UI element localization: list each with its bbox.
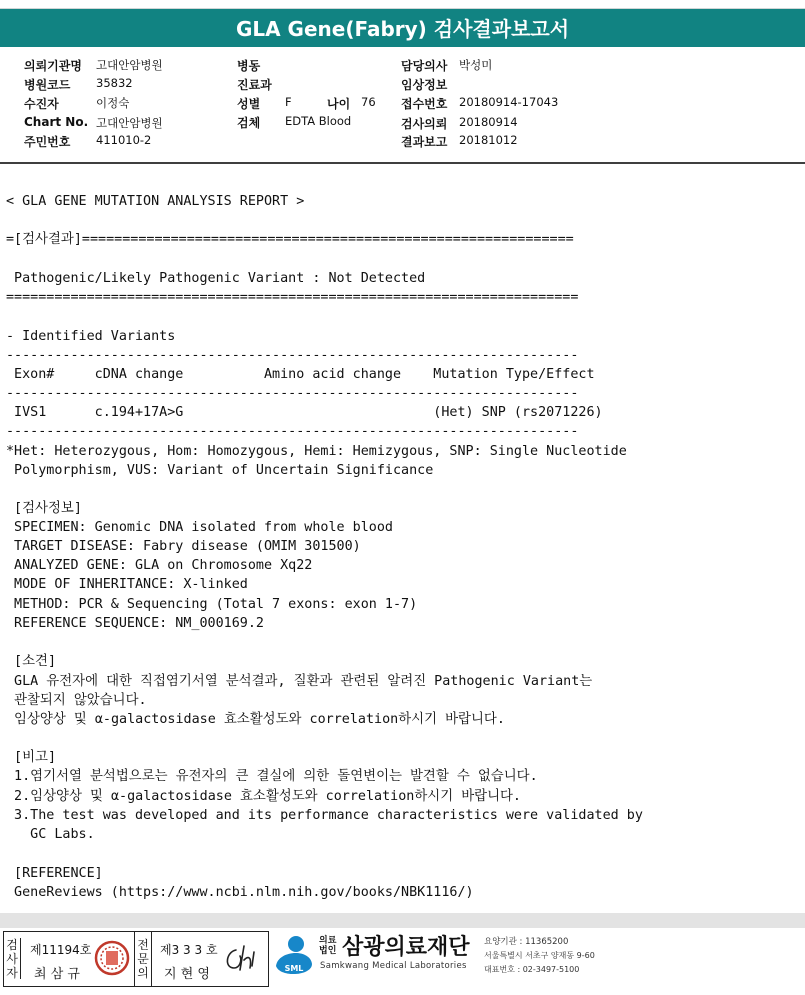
tester-name: 최 삼 규 <box>34 967 80 982</box>
note-line-1: 1.염기서열 분석법으로는 유전자의 큰 결실에 의한 돌연변이는 발견할 수 없습니다. <box>6 769 538 784</box>
summary-divider: ======================================================================= <box>6 290 579 305</box>
opinion-line-3: 임상양상 및 α-galactosidase 효소활성도와 correlation하시기 바랍니다. <box>6 712 505 727</box>
ward-label: 병동 <box>237 59 261 73</box>
footer-separator <box>0 913 805 928</box>
abbreviation-line-2: Polymorphism, VUS: Variant of Uncertain Significance <box>6 463 434 478</box>
org-english-name: Samkwang Medical Laboratories <box>320 961 467 971</box>
signature-footer <box>0 928 805 995</box>
result-summary: Pathogenic/Likely Pathogenic Variant : Not Detected <box>6 271 426 286</box>
report-title-bar <box>0 9 805 47</box>
physician-value: 박성미 <box>459 58 493 72</box>
request-date-label: 검사의뢰 <box>401 117 448 131</box>
requesting-institution-value: 고대안암병원 <box>96 58 163 72</box>
logo-text: SML <box>284 964 304 973</box>
specimen-line: SPECIMEN: Genomic DNA isolated from whole blood <box>6 520 393 535</box>
note-line-3b: GC Labs. <box>6 827 95 842</box>
sml-logo-icon <box>270 932 318 980</box>
reference-line-1: GeneReviews (https://www.ncbi.nlm.nih.gov/books/NBK1116/) <box>6 885 474 900</box>
opinion-heading: [소견] <box>6 654 57 669</box>
patient-name-label: 수진자 <box>24 97 59 111</box>
tester-label: 검사자 <box>4 938 21 979</box>
table-top-divider: ----------------------------------------------------------------------- <box>6 348 579 363</box>
phone-number: 대표번호 : 02-3497-5100 <box>484 965 580 974</box>
report-date-label: 결과보고 <box>401 135 448 149</box>
org-name: 삼광의료재단 <box>342 935 470 960</box>
chart-no-label: Chart No. <box>24 115 89 129</box>
clinical-info-label: 임상정보 <box>401 78 448 92</box>
note-line-2: 2.임상양상 및 α-galactosidase 효소활성도와 correlation하시기 바랍니다. <box>6 789 521 804</box>
requesting-institution-label: 의뢰기관명 <box>24 59 82 73</box>
target-disease-line: TARGET DISEASE: Fabry disease (OMIM 301500) <box>6 539 361 554</box>
chart-no-value: 고대안암병원 <box>96 116 163 130</box>
accession-no-value: 20180914-17043 <box>459 95 559 109</box>
specimen-label: 검체 <box>237 116 261 130</box>
institution-code: 요양기관 : 11365200 <box>484 937 569 947</box>
report-title: GLA Gene(Fabry) 검사결과보고서 <box>235 17 570 41</box>
specimen-value: EDTA Blood <box>285 114 352 128</box>
report-date-value: 20181012 <box>459 133 518 147</box>
identified-variants-heading: - Identified Variants <box>6 329 176 344</box>
report-header: < GLA GENE MUTATION ANALYSIS REPORT > <box>6 194 305 209</box>
top-border <box>0 0 805 9</box>
physician-label: 담당의사 <box>401 59 448 73</box>
request-date-value: 20180914 <box>459 115 518 129</box>
report-body <box>0 180 805 913</box>
specialist-name: 지 현 영 <box>164 967 210 982</box>
resident-no-value: 411010-2 <box>96 133 152 147</box>
sex-label: 성별 <box>237 97 261 111</box>
address: 서울특별시 서초구 양재동 9-60 <box>484 951 595 960</box>
department-label: 진료과 <box>237 78 272 92</box>
patient-info-panel <box>0 50 805 164</box>
sex-value: F <box>285 95 292 109</box>
note-line-3a: 3.The test was developed and its performance characteristics were validated by <box>6 808 643 823</box>
specialist-license-no: 제3 3 3 호 <box>160 943 218 957</box>
reference-sequence-line: REFERENCE SEQUENCE: NM_000169.2 <box>6 616 264 631</box>
opinion-line-1: GLA 유전자에 대한 직접염기서열 분석결과, 질환과 관련된 알려진 Pathogenic Variant는 <box>6 674 593 689</box>
reference-heading: [REFERENCE] <box>6 866 103 881</box>
hospital-code-value: 35832 <box>96 76 133 90</box>
tester-license-no: 제11194호 <box>30 943 92 957</box>
table-header-divider: ----------------------------------------------------------------------- <box>6 386 579 401</box>
abbreviation-line-1: *Het: Heterozygous, Hom: Homozygous, Hemi: Hemizygous, SNP: Single Nucleotide <box>6 444 627 459</box>
result-section-bar: =[검사결과]============================================================= <box>6 232 574 247</box>
hospital-code-label: 병원코드 <box>24 78 71 92</box>
notes-heading: [비고] <box>6 750 57 765</box>
method-line: METHOD: PCR & Sequencing (Total 7 exons: exon 1-7) <box>6 597 418 612</box>
variant-table-row: IVS1 c.194+17A>G (Het) SNP (rs2071226) <box>6 405 603 420</box>
table-bottom-divider: ----------------------------------------------------------------------- <box>6 424 579 439</box>
signature-box <box>3 931 269 987</box>
analyzed-gene-line: ANALYZED GENE: GLA on Chromosome Xq22 <box>6 558 313 573</box>
resident-no-label: 주민번호 <box>24 135 71 149</box>
accession-no-label: 접수번호 <box>401 97 448 111</box>
opinion-line-2: 관찰되지 않았습니다. <box>6 693 147 708</box>
variant-table-header: Exon# cDNA change Amino acid change Mutation Type/Effect <box>6 367 595 382</box>
age-value: 76 <box>361 95 376 109</box>
section-gap <box>0 164 805 178</box>
patient-name-value: 이정숙 <box>96 96 130 110</box>
inheritance-line: MODE OF INHERITANCE: X-linked <box>6 577 248 592</box>
tester-seal-icon <box>94 940 130 976</box>
specialist-signature-icon <box>220 942 264 976</box>
org-prefix: 의료법인 <box>319 936 337 956</box>
test-info-heading: [검사정보] <box>6 501 82 516</box>
specialist-label: 전문의 <box>134 932 152 986</box>
age-label: 나이 <box>327 97 351 111</box>
